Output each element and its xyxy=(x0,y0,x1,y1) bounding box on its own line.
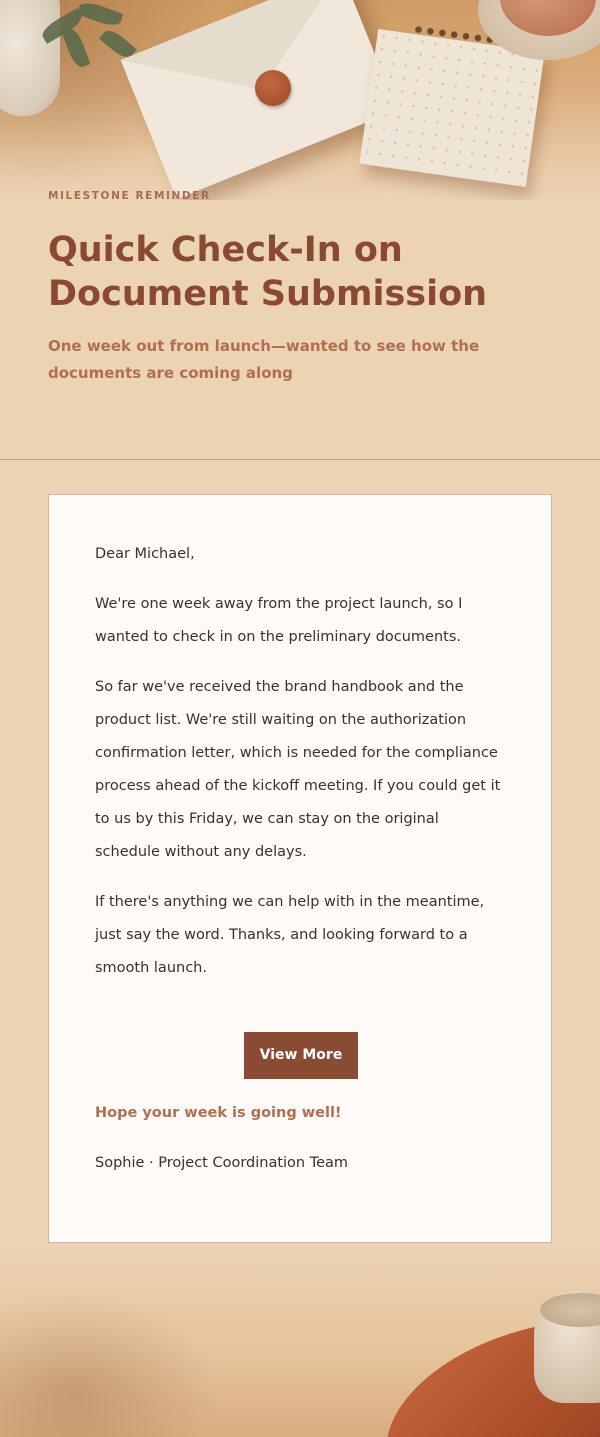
letter-paragraph: We're one week away from the project launch, so I wanted to check in on the preliminary documents. xyxy=(95,596,463,645)
header-photo xyxy=(0,0,600,200)
letter-card xyxy=(48,494,552,1243)
wax-seal-icon xyxy=(255,70,291,106)
vase-image xyxy=(0,0,60,116)
eyebrow-label: MILESTONE REMINDER xyxy=(48,190,211,202)
section-divider xyxy=(0,459,600,460)
view-more-button[interactable]: View More xyxy=(244,1032,358,1079)
greeting: Dear Michael, xyxy=(95,546,195,562)
signature: Sophie · Project Coordination Team xyxy=(95,1155,349,1171)
footer-photo xyxy=(0,1243,600,1437)
cta-container xyxy=(49,1032,553,1079)
subtitle: One week out from launch—wanted to see how the documents are coming along xyxy=(48,337,480,382)
leaf-shadow-overlay xyxy=(0,1283,230,1437)
letter-paragraph: So far we've received the brand handbook and the product list. We're still waiting on the authorization confirmation letter, which is needed for the compliance process ahead of the kickoff meeting. If you could get it to us by this Friday, we can stay on the original schedule without any delays. xyxy=(95,679,501,860)
letter-body xyxy=(95,538,507,1002)
letter-paragraph: If there's anything we can help with in the meantime, just say the word. Thanks, and looking forward to a smooth launch. xyxy=(95,894,485,976)
closing-line: Hope your week is going well! xyxy=(95,1105,342,1121)
page-title: Quick Check-In on Document Submission xyxy=(48,230,488,314)
